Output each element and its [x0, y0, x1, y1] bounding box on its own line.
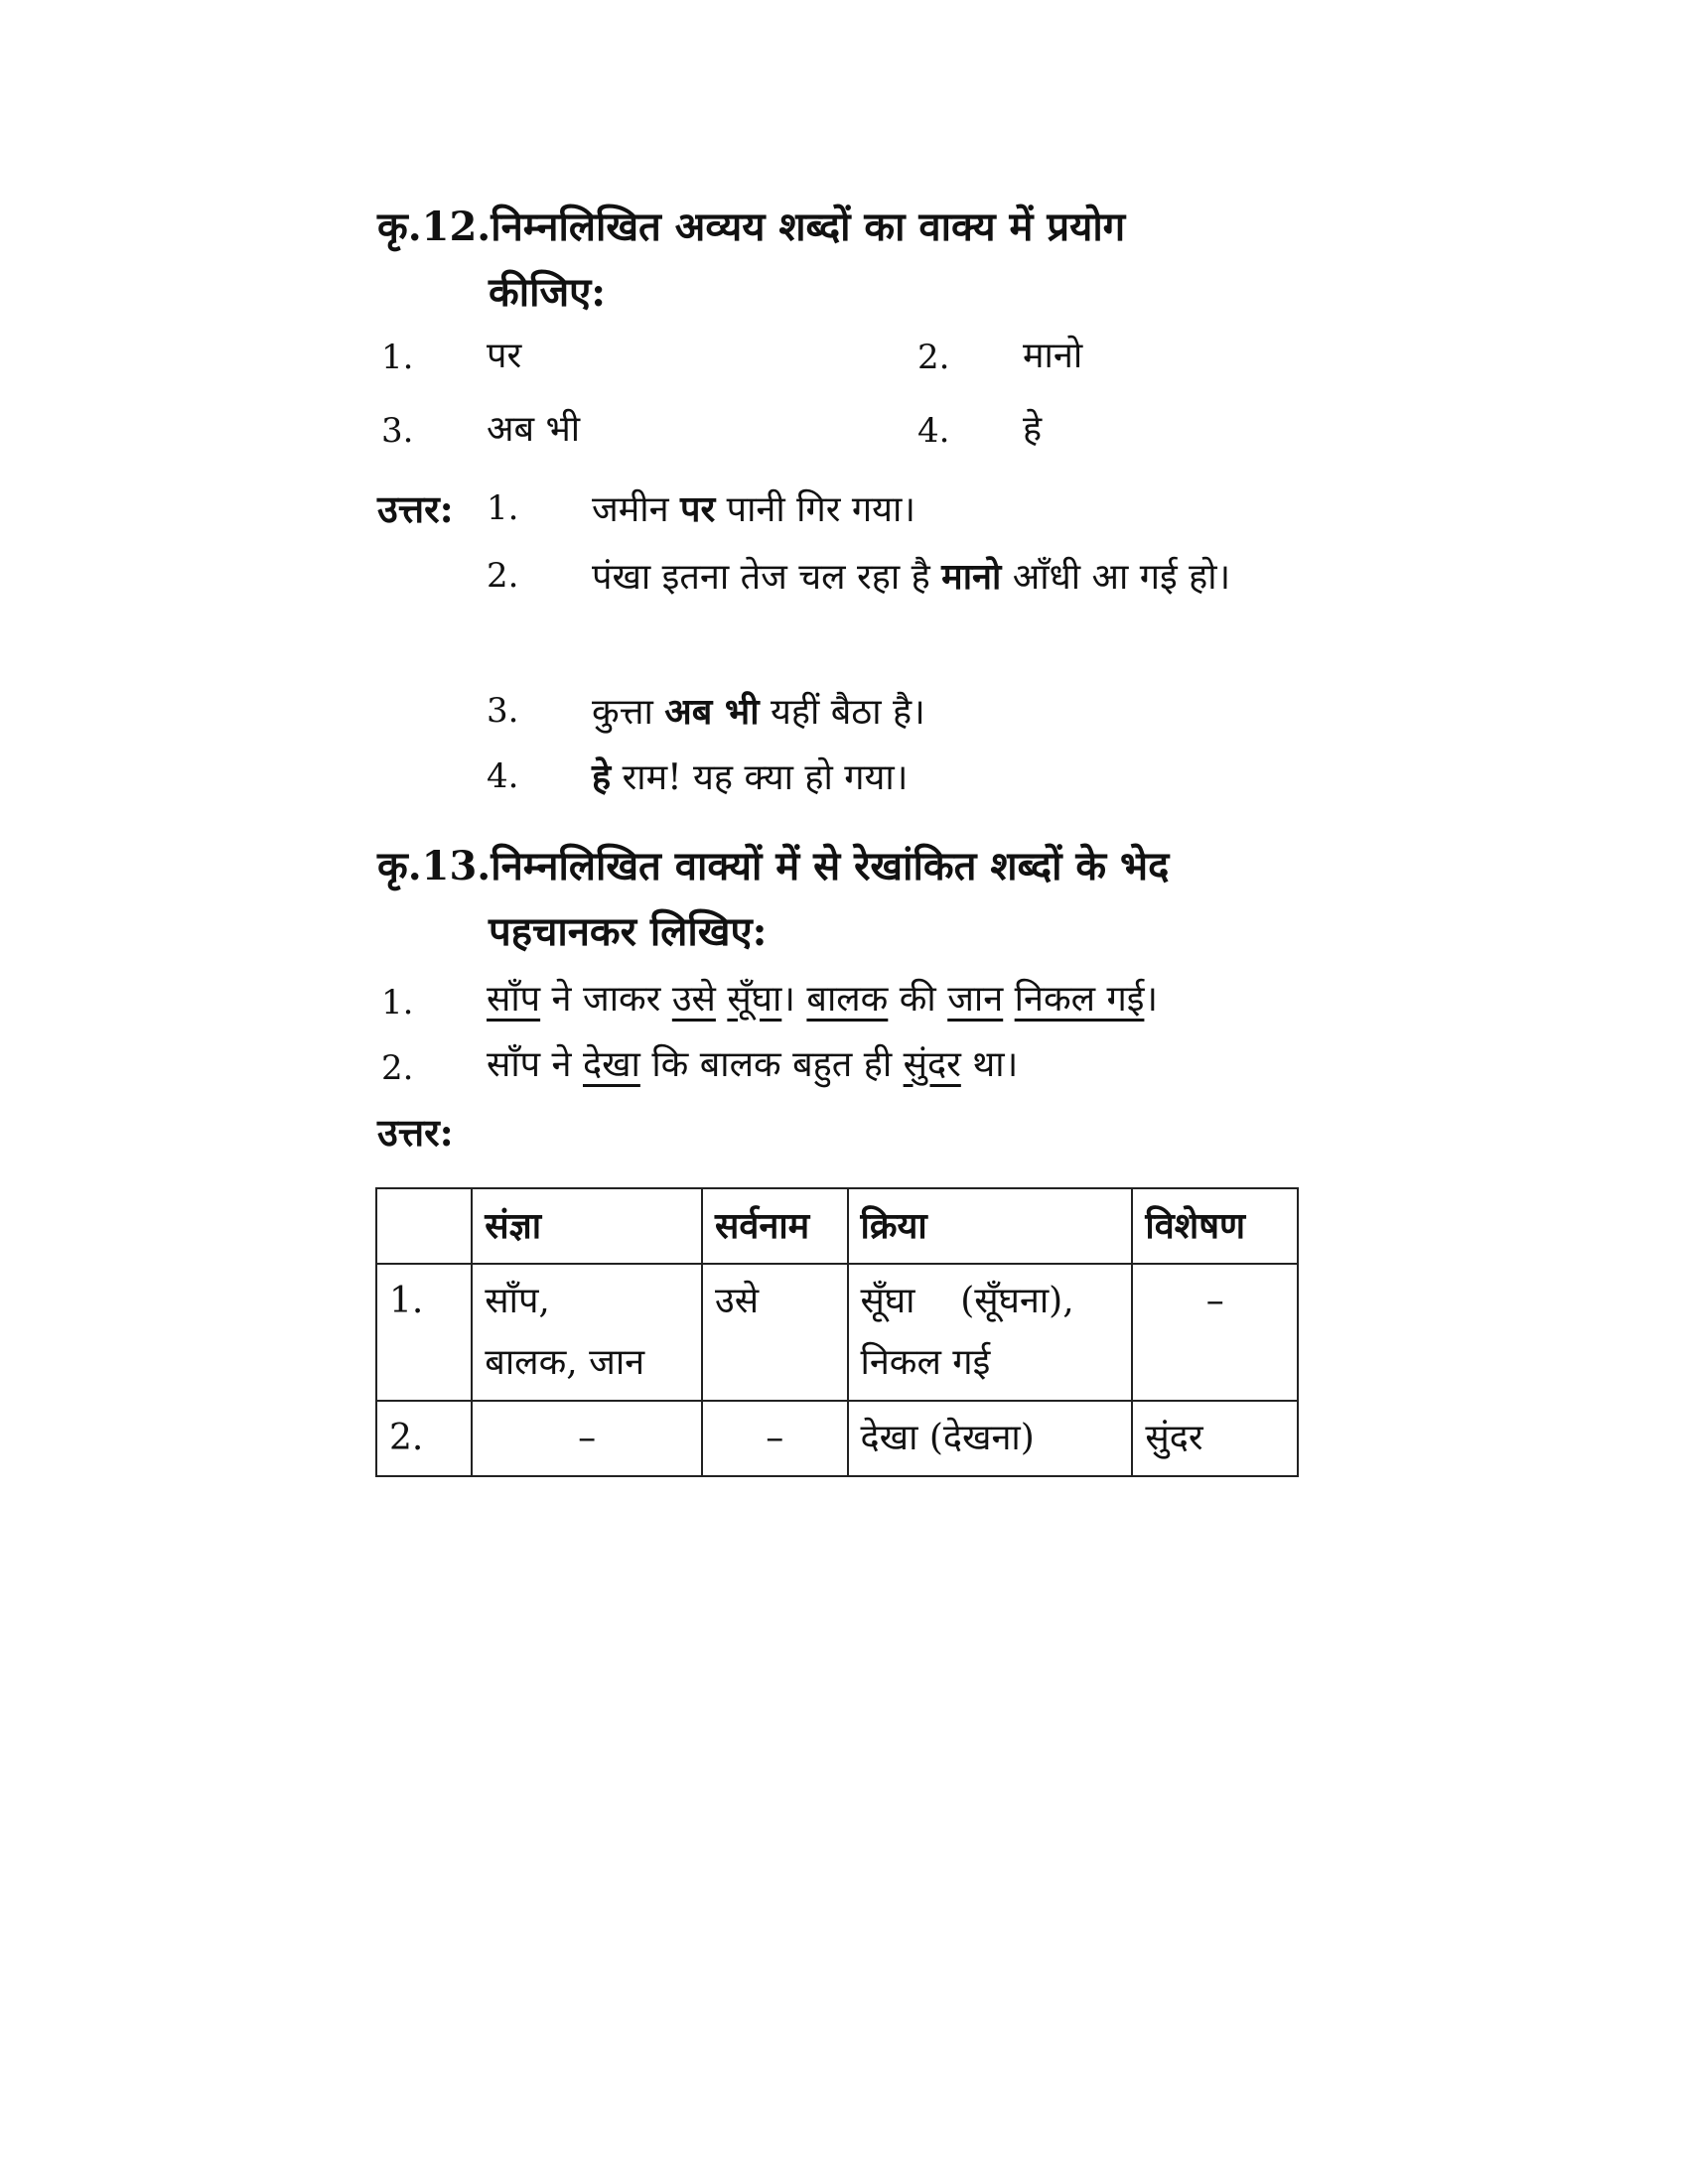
answer-text: यहीं बैठा है।	[759, 692, 925, 733]
sentence-text: ।	[781, 979, 807, 1020]
table-cell: सुंदर	[1132, 1401, 1298, 1476]
underlined-word: बालक	[806, 979, 889, 1020]
option-number: 1.	[381, 338, 414, 377]
table-header: सर्वनाम	[702, 1188, 847, 1264]
underlined-word: उसे	[671, 979, 716, 1020]
sentence-text: कि बालक बहुत ही	[639, 1044, 904, 1085]
answer-text: आँधी आ गई हो।	[1001, 557, 1231, 598]
sentence	[487, 975, 1158, 1024]
table-cell: 1.	[376, 1264, 472, 1401]
answer-sentence	[592, 745, 1287, 811]
sentence-text: ।	[1144, 979, 1159, 1020]
cell-line: साँप,	[485, 1281, 550, 1321]
table-header-row	[376, 1188, 1298, 1264]
option-text: हे	[1023, 409, 1043, 450]
question-13	[377, 834, 1301, 965]
sentence	[487, 1040, 1018, 1090]
cell-line: सूँघा (सूँघना),	[860, 1281, 1074, 1321]
table-cell	[848, 1264, 1133, 1401]
answer-keyword: अब भी	[664, 691, 760, 733]
answer-sentence	[592, 477, 1287, 543]
question-13-line1: निम्नलिखित वाक्यों में से रेखांकित शब्दों के भेद	[491, 843, 1170, 889]
option-number: 4.	[917, 411, 950, 451]
answer-sentence	[592, 544, 1287, 611]
sentence-text: था।	[960, 1044, 1019, 1085]
sentence-text: ने जाकर	[540, 979, 672, 1020]
sentence-text: की	[888, 979, 948, 1020]
cell-line: बालक, जान	[485, 1342, 645, 1383]
table-header: संज्ञा	[472, 1188, 702, 1264]
table-cell: 2.	[376, 1401, 472, 1476]
option-number: 2.	[917, 338, 950, 377]
underlined-word: सुंदर	[903, 1044, 961, 1085]
table-cell: –	[472, 1401, 702, 1476]
table-cell: –	[1132, 1264, 1298, 1401]
table-header: विशेषण	[1132, 1188, 1298, 1264]
table-cell: उसे	[702, 1264, 847, 1401]
answer-label: उत्तर:	[377, 486, 454, 531]
option-text: मानो	[1023, 336, 1083, 376]
sentence-text: साँप ने	[487, 1044, 583, 1085]
table-cell: देखा (देखना)	[848, 1401, 1133, 1476]
table-header	[376, 1188, 472, 1264]
underlined-word: सूँघा	[727, 979, 782, 1020]
table-cell: –	[702, 1401, 847, 1476]
answer-text: जमीन	[592, 489, 680, 530]
answer-number: 3.	[487, 691, 519, 731]
answer-keyword: मानो	[941, 556, 1002, 598]
answer-number: 1.	[487, 488, 519, 528]
sentence-text	[716, 979, 727, 1020]
question-12-line2: कीजिए:	[489, 269, 607, 316]
question-13-label: कृ.13.	[377, 843, 492, 889]
sentence-number: 1.	[381, 983, 414, 1023]
underlined-word: जान	[947, 979, 1004, 1020]
answer-text: कुत्ता	[592, 692, 665, 733]
underlined-word: निकल गई	[1014, 979, 1145, 1020]
underlined-word: देखा	[582, 1044, 640, 1085]
cell-line: निकल गई	[860, 1342, 991, 1383]
question-12-line1: निम्नलिखित अव्यय शब्दों का वाक्य में प्रयोग	[491, 204, 1126, 250]
option-number: 3.	[381, 411, 414, 451]
sentence-text	[1003, 979, 1014, 1020]
table-cell	[472, 1264, 702, 1401]
table-row	[376, 1264, 1298, 1401]
answer-number: 2.	[487, 556, 519, 596]
answer-table	[375, 1187, 1299, 1477]
answer-text: राम! यह क्या हो गया।	[611, 757, 909, 798]
question-13-line2: पहचानकर लिखिए:	[489, 908, 768, 955]
answer-text: पंखा इतना तेज चल रहा है	[592, 557, 942, 598]
question-12	[377, 195, 1301, 326]
answer-sentence	[592, 679, 1287, 746]
answer-label: उत्तर:	[377, 1110, 454, 1155]
sentence-number: 2.	[381, 1048, 414, 1088]
answer-number: 4.	[487, 756, 519, 796]
answer-keyword: हे	[592, 756, 612, 798]
option-text: अब भी	[487, 409, 581, 450]
answer-text: पानी गिर गया।	[715, 489, 916, 530]
option-text: पर	[487, 336, 522, 376]
table-row	[376, 1401, 1298, 1476]
question-12-label: कृ.12.	[377, 204, 492, 250]
underlined-word: साँप	[487, 979, 541, 1020]
answer-keyword: पर	[680, 488, 716, 530]
table-header: क्रिया	[848, 1188, 1133, 1264]
